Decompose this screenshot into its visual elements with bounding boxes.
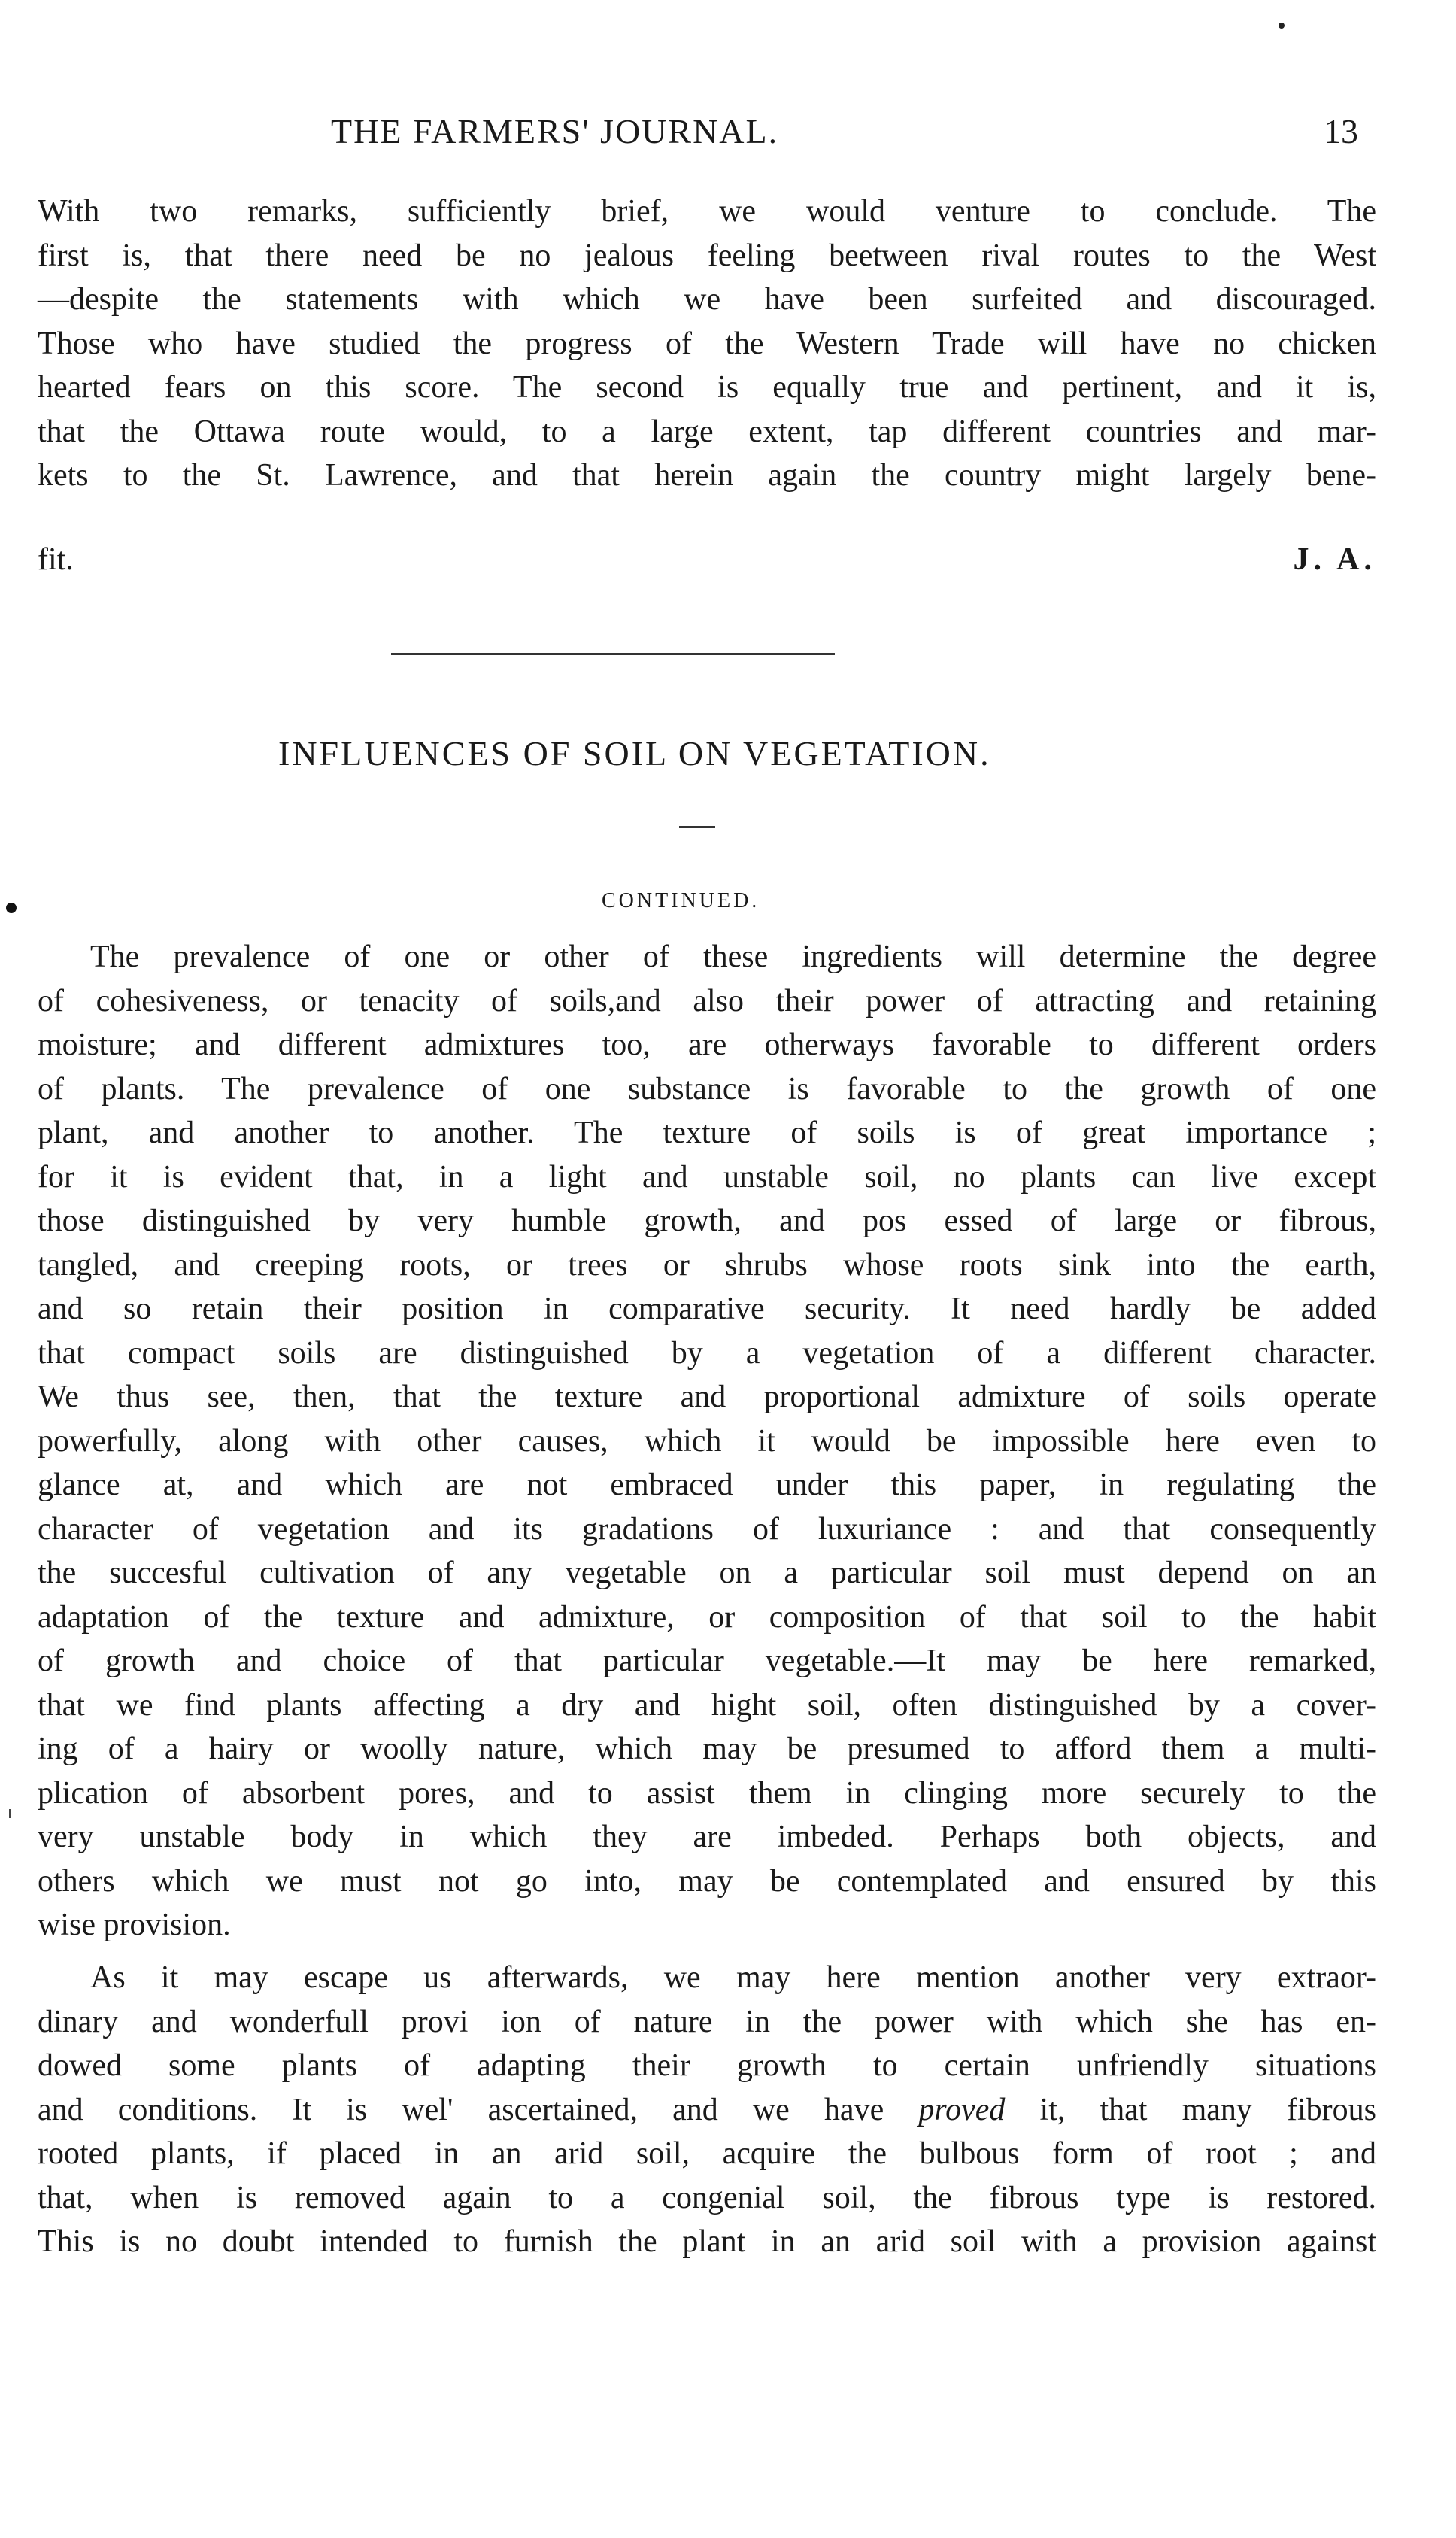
text-line: that we find plants affecting a dry and hight soil, often distinguished by a cover- [38,1687,1376,1723]
text-line: fit. [38,542,74,577]
text-fragment: and conditions. It is wel' ascertained, and we have [38,2092,884,2127]
text-line: —despite the statements with which we have been surfeited and discouraged. [38,282,1376,317]
text-line: This is no doubt intended to furnish the plant in an arid soil with a provision against [38,2224,1376,2259]
text-line: glance at, and which are not embraced under this paper, in regulating the [38,1468,1376,1502]
text-line: plant, and another to another. The texture of soils is of great importance ; [38,1116,1376,1150]
continued-label: CONTINUED. [602,889,760,912]
text-line: character of vegetation and its gradations of luxuriance : and that consequently [38,1511,1376,1547]
text-line: The prevalence of one or other of these ingredients will determine the degree [90,940,1376,974]
text-line: kets to the St. Lawrence, and that herein again the country might largely bene- [38,458,1376,493]
margin-mark [9,1809,11,1818]
text-line: of cohesiveness, or tenacity of soils,and also their power of attracting and retaining [38,983,1376,1019]
text-line: rooted plants, if placed in an arid soil, acquire the bulbous form of root ; and [38,2136,1376,2171]
text-line: adaptation of the texture and admixture, or composition of that soil to the habit [38,1599,1376,1635]
text-line: Those who have studied the progress of the Western Trade will have no chicken [38,326,1376,361]
text-line: As it may escape us afterwards, we may here mention another very extraor- [90,1960,1376,1995]
text-line: very unstable body in which they are imbeded. Perhaps both objects, and [38,1820,1376,1854]
text-line: that the Ottawa route would, to a large extent, tap different countries and mar- [38,414,1376,449]
title-dash [679,826,715,828]
signature-row [38,542,1376,587]
intro-paragraph [38,190,1376,498]
text-line: moisture; and different admixtures too, are otherways favorable to different orders [38,1028,1376,1062]
text-line: for it is evident that, in a light and unstable soil, no plants can live except [38,1159,1376,1195]
text-line: those distinguished by very humble growth, and pos essed of large or fibrous, [38,1204,1376,1238]
text-line [38,2088,1376,2133]
author-signature: J. A. [1293,542,1376,577]
running-head: THE FARMERS' JOURNAL. [331,112,779,150]
text-line: With two remarks, sufficiently brief, we would venture to conclude. The [38,194,1376,229]
article-title: INFLUENCES OF SOIL ON VEGETATION. [278,734,991,773]
text-line: that, when is removed again to a congenial soil, the fibrous type is restored. [38,2180,1376,2215]
text-line: and so retain their position in comparative security. It need hardly be added [38,1292,1376,1326]
text-fragment: it, that many fibrous [1039,2092,1377,2127]
text-line: that compact soils are distinguished by a vegetation of a different character. [38,1335,1376,1371]
margin-mark [6,903,17,913]
text-line: ing of a hairy or woolly nature, which may be presumed to afford them a multi- [38,1732,1376,1766]
section-divider [391,653,835,655]
body-paragraph-1 [38,935,1376,1948]
page-number: 13 [1324,112,1358,150]
text-line: hearted fears on this score. The second is equally true and pertinent, and it is, [38,370,1376,405]
text-line: tangled, and creeping roots, or trees or shrubs whose roots sink into the earth, [38,1247,1376,1283]
text-line: wise provision. [38,1908,231,1942]
text-line: dinary and wonderfull provi ion of nature in the power with which she has en- [38,2004,1376,2039]
text-line: of plants. The prevalence of one substance is favorable to the growth of one [38,1071,1376,1107]
ink-speck [1279,23,1285,29]
text-line: plication of absorbent pores, and to assist them in clinging more securely to the [38,1775,1376,1811]
text-line: of growth and choice of that particular vegetable.—It may be here remarked, [38,1644,1376,1678]
text-line: others which we must not go into, may be contemplated and ensured by this [38,1863,1376,1899]
body-paragraph-2 [38,1956,1376,2264]
text-line: dowed some plants of adapting their growth to certain unfriendly situations [38,2048,1376,2083]
text-line: the succesful cultivation of any vegetable on a particular soil must depend on an [38,1556,1376,1590]
text-line: We thus see, then, that the texture and proportional admixture of soils operate [38,1380,1376,1414]
text-line: powerfully, along with other causes, which it would be impossible here even to [38,1423,1376,1459]
text-line: first is, that there need be no jealous feeling beetween rival routes to the West [38,238,1376,273]
emphasized-word: proved [918,2092,1006,2127]
